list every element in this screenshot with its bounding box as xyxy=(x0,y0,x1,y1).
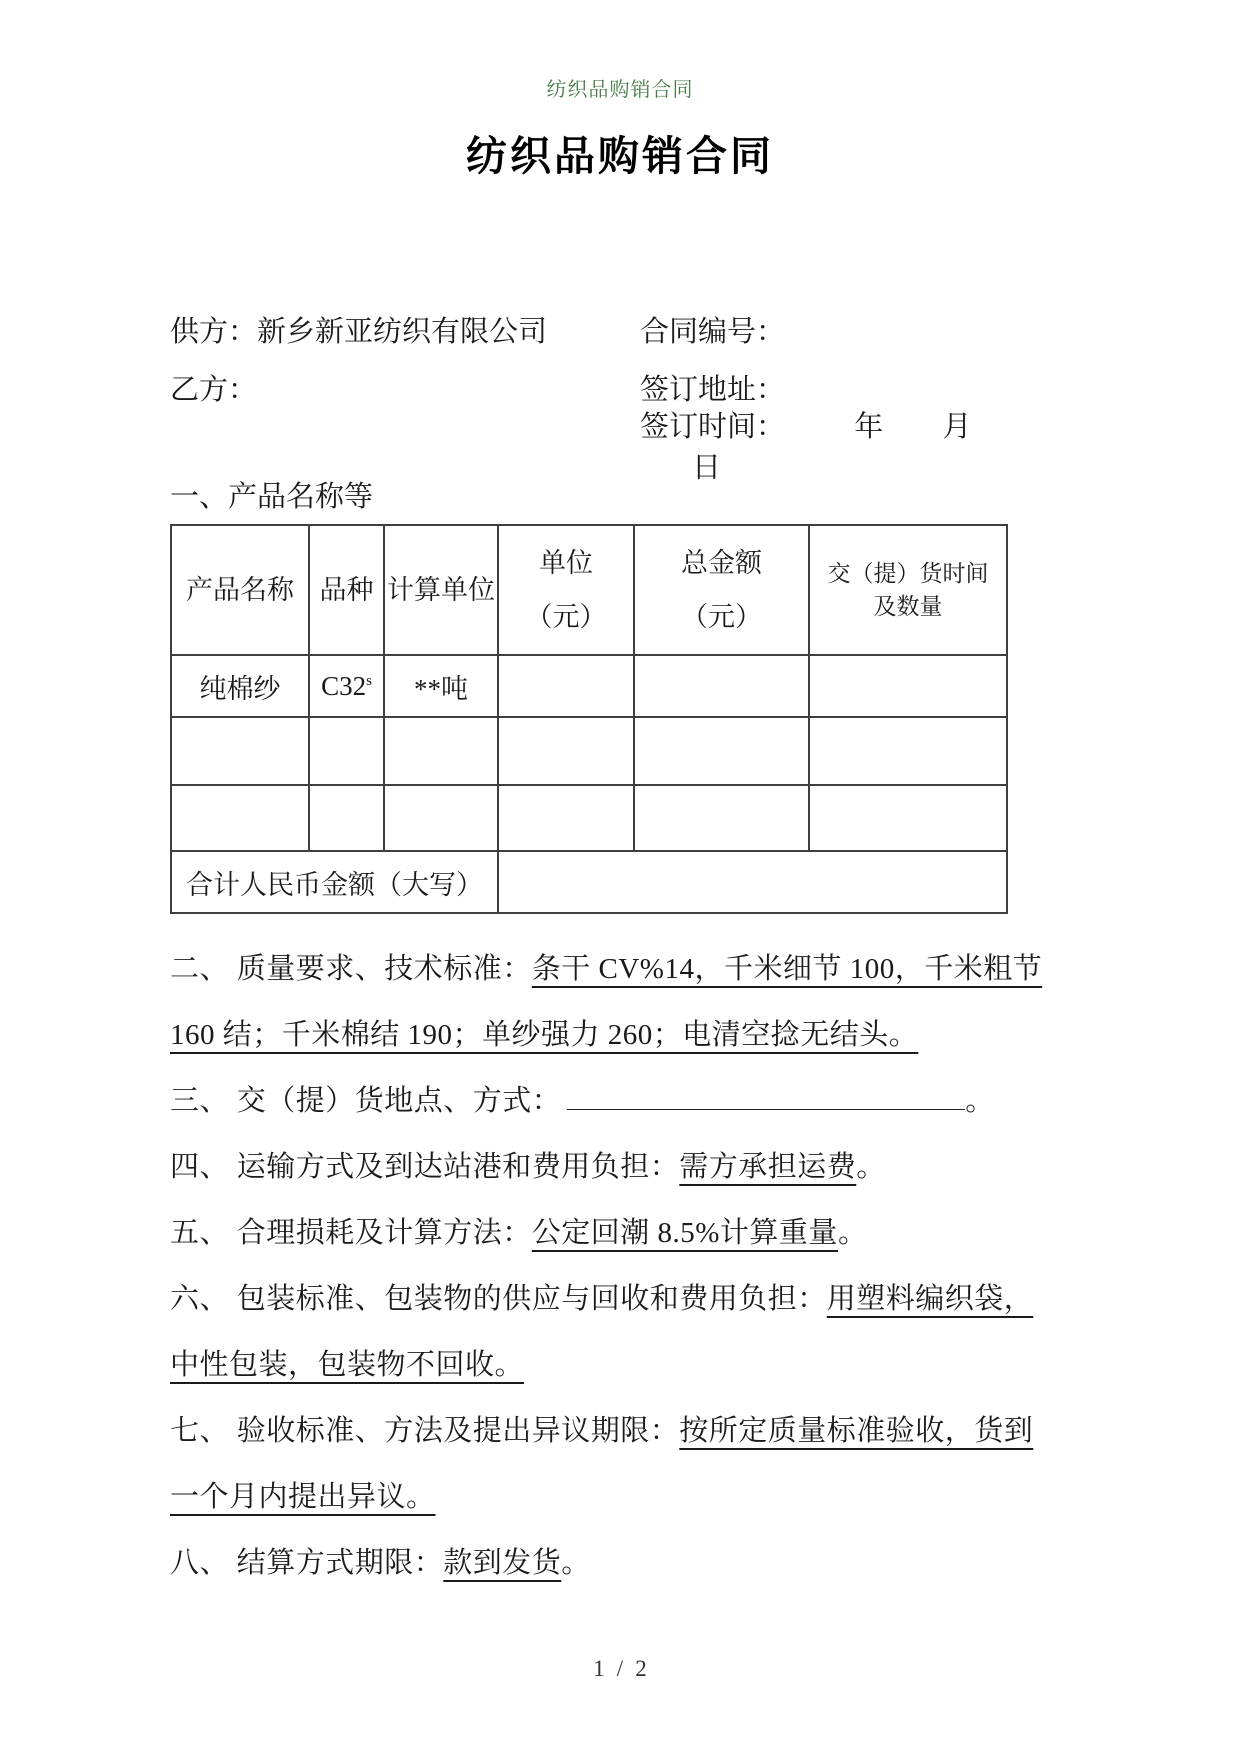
col-header-delivery: 交（提）货时间 及数量 xyxy=(809,525,1007,655)
clause-5-period: 。 xyxy=(837,1217,868,1249)
products-table xyxy=(170,524,1008,914)
clause-6-value-part-1: 用塑料编织袋， xyxy=(826,1283,1034,1315)
clause-7-label: 七、 验收标准、方法及提出异议期限： xyxy=(170,1415,680,1447)
col-header-product-name: 产品名称 xyxy=(171,525,309,655)
clause-7-line-1 xyxy=(170,1398,1034,1464)
col-header-total-amount: 总金额 （元） xyxy=(634,525,809,655)
col-header-unit-price: 单位 （元） xyxy=(498,525,634,655)
clause-6-value-part-2: 中性包装，包装物不回收。 xyxy=(170,1349,525,1381)
table-header-row xyxy=(171,525,1007,655)
page-number xyxy=(0,1656,1240,1682)
contract-clauses xyxy=(170,936,1043,1596)
cell-variety: C32$^s$ xyxy=(309,655,384,717)
party-b-line xyxy=(170,367,640,408)
info-row-supplier xyxy=(170,300,1010,358)
clause-6-line-1 xyxy=(170,1266,1034,1332)
year-label: 年 xyxy=(854,411,884,443)
document-header-title: 纺织品购销合同 xyxy=(546,79,694,101)
contract-info-block xyxy=(170,300,1010,484)
clause-4-value: 需方承担运费 xyxy=(679,1151,857,1183)
supplier-label: 供方： xyxy=(170,315,258,348)
clause-8-line xyxy=(170,1530,1020,1596)
clause-7-line-2 xyxy=(170,1464,1020,1530)
clause-2-value-part-1: 条干 CV%14，千米细节 100，千米粗节 xyxy=(531,953,1043,985)
contract-no-label: 合同编号： xyxy=(640,315,786,348)
table-total-row xyxy=(171,851,1007,913)
total-amount-in-words-label: 合计人民币金额（大写） xyxy=(171,851,498,913)
cell-delivery xyxy=(809,655,1007,717)
page-number-current: 1 xyxy=(593,1656,605,1681)
clause-2-line-1 xyxy=(170,936,1043,1002)
clause-3-period: 。 xyxy=(965,1085,995,1117)
clause-4-label: 四、 运输方式及到达站港和费用负担： xyxy=(170,1151,680,1183)
clause-3-fill-in-blank xyxy=(567,1079,965,1110)
cell-total-amount xyxy=(634,655,809,717)
page-number-separator: / xyxy=(616,1656,624,1681)
cell-unit-price xyxy=(498,655,634,717)
info-row-sign-time xyxy=(170,411,1010,484)
contract-title: 纺织品购销合同 xyxy=(466,133,774,179)
clause-2-line-2 xyxy=(170,1002,1020,1068)
sign-address-label: 签订地址： xyxy=(640,373,786,406)
sign-address-line xyxy=(640,367,1010,408)
contract-no-line xyxy=(640,309,1010,350)
clause-7-value-part-1: 按所定质量标准验收，货到 xyxy=(679,1415,1034,1447)
clause-7-value-part-2: 一个月内提出异议。 xyxy=(170,1481,436,1513)
yarn-count-superscript: s xyxy=(366,672,372,689)
page-number-total: 2 xyxy=(635,1656,647,1681)
clause-5-value: 公定回潮 8.5%计算重量 xyxy=(531,1217,838,1249)
clause-4-period: 。 xyxy=(856,1151,886,1183)
clause-8-value: 款到发货 xyxy=(443,1547,562,1579)
sign-time-line xyxy=(640,404,1010,486)
clause-2-value-part-2: 160 结；千米棉结 190；单纱强力 260；电清空捻无结头。 xyxy=(170,1019,919,1051)
clause-8-label: 八、 结算方式期限： xyxy=(170,1547,444,1579)
col-header-calc-unit: 计算单位 xyxy=(384,525,498,655)
clause-2-label: 二、 质量要求、技术标准： xyxy=(170,953,532,985)
clause-4-line xyxy=(170,1134,1020,1200)
clause-3-label: 三、 交（提）货地点、方式： xyxy=(170,1085,562,1117)
cell-product-name: 纯棉纱 xyxy=(171,655,309,717)
month-label: 月 xyxy=(942,411,972,443)
supplier-value: 新乡新亚纺织有限公司 xyxy=(257,315,548,348)
day-label: 日 xyxy=(692,452,722,484)
party-b-label: 乙方： xyxy=(170,373,258,406)
clause-8-period: 。 xyxy=(561,1547,591,1579)
table-row-empty xyxy=(171,785,1007,851)
cell-calc-unit: **吨 xyxy=(384,655,498,717)
total-amount-in-words-value xyxy=(498,851,1007,913)
sign-time-label: 签订时间： xyxy=(640,411,786,443)
table-row xyxy=(171,655,1007,717)
clause-5-label: 五、 合理损耗及计算方法： xyxy=(170,1217,532,1249)
col-header-variety: 品种 xyxy=(309,525,384,655)
clause-6-line-2 xyxy=(170,1332,1020,1398)
supplier-line xyxy=(170,309,640,350)
clause-3-line xyxy=(170,1068,1020,1134)
section-one-heading: 一、产品名称等 xyxy=(170,481,374,513)
clause-6-label: 六、 包装标准、包装物的供应与回收和费用负担： xyxy=(170,1283,827,1315)
clause-5-line xyxy=(170,1200,1020,1266)
table-row-empty xyxy=(171,717,1007,785)
